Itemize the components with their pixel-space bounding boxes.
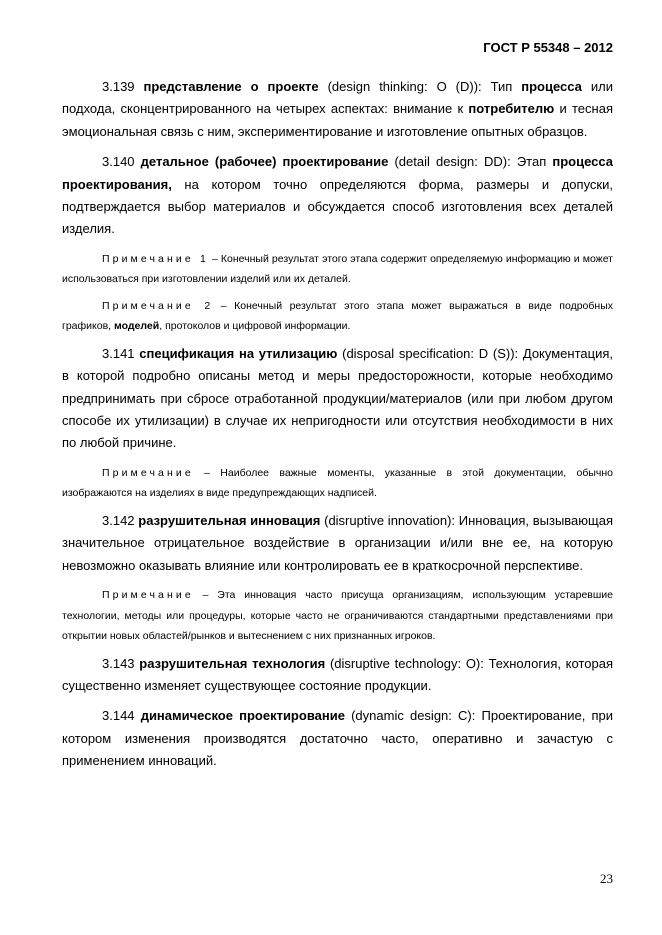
note-text: – Эта инновация часто присуща организациям, использующим устаревшие технологии, методы или процедуры, которые часто не ограничиваются стандартными представлениями при открытии новых областей/рынков и вытеснением с них признанных игроков.: [62, 589, 613, 643]
term-bold-text: процесса: [521, 79, 582, 94]
note: [62, 585, 613, 647]
note-label: Примечание: [102, 466, 194, 479]
term-text: (detail design: DD): Этап: [388, 154, 553, 170]
term-text: 3.144: [102, 708, 141, 724]
term-text: 3.142: [102, 512, 139, 528]
page-number: 23: [600, 871, 613, 886]
note-label: Примечание 1: [102, 252, 209, 265]
term-text: 3.143: [102, 655, 140, 671]
note-bold-text: моделей: [113, 320, 160, 333]
term-bold-text: потребителю: [468, 101, 555, 117]
note-label: Примечание 2: [102, 299, 214, 312]
term-bold-text: разрушительная инновация: [138, 512, 321, 528]
term-text: 3.141: [102, 345, 140, 361]
term-entry-3-143: [62, 653, 613, 698]
document-header: ГОСТ Р 55348 – 2012: [483, 40, 613, 55]
term-text: на котором точно определяются форма, размеры и допуски, подтверждается выбор материалов и обсуждается способ изготовления всех деталей изделия.: [62, 176, 613, 237]
note-text: – Наиболее важные моменты, указанные в этой документации, обычно изображаются на изделиях в виде предупреждающих надписей.: [62, 466, 613, 500]
term-bold-text: детальное (рабочее) проектирование: [140, 154, 389, 170]
term-bold-text: представление о проекте: [143, 79, 319, 94]
term-entry-3-144: [62, 705, 613, 772]
note-text: – Конечный результат этого этапа может выражаться в виде подробных графиков,: [62, 299, 613, 333]
term-entry-3-140: [62, 151, 613, 241]
note-text: – Конечный результат этого этапа содержит определяемую информацию и может использоваться при изготовлении изделий или их деталей.: [62, 252, 613, 286]
term-text: 3.140: [102, 154, 141, 170]
note: [62, 296, 613, 337]
note: [62, 249, 613, 290]
term-entry-3-142: [62, 510, 613, 577]
term-text: (disruptive technology: O): Технология, которая существенно изменяет существующее состояние продукции.: [62, 655, 613, 693]
document-body: [62, 76, 613, 781]
term-bold-text: процесса проектирования,: [62, 154, 613, 192]
term-bold-text: спецификация на утилизацию: [139, 345, 338, 361]
term-text: (disruptive innovation): Инновация, вызывающая значительное отрицательное воздействие в организации и/или вне ее, на которую невозможно оказывать влияние или контролировать ее в краткосрочной перспективе.: [62, 512, 614, 573]
term-text: (design thinking: O (D)): Тип: [318, 79, 522, 94]
note: [62, 463, 613, 504]
term-text: или подхода, сконцентрированного на четырех аспектах: внимание к: [62, 79, 613, 117]
term-bold-text: динамическое проектирование: [140, 708, 345, 724]
term-text: (dynamic design: C): Проектирование, при котором изменения производятся достаточно часто, оперативно и зачастую с применением инноваций.: [62, 708, 613, 769]
note-text: , протоколов и цифровой информации.: [159, 320, 351, 333]
term-entry-3-141: [62, 343, 613, 455]
term-bold-text: разрушительная технология: [139, 655, 326, 671]
term-text: и тесная эмоциональная связь с ним, экспериментирование и изготовление опытных образцов.: [62, 101, 613, 139]
term-text: (disposal specification: D (S)): Документация, в которой подробно описаны метод и меры предосторожности, которые необходимо предпринимать при сбросе отработанной продукции/материалов (или при любом другом способе их утилизации) в случае их непригодности или отсутствия необходимости в них по любой причине.: [62, 345, 613, 451]
term-entry-3-139: [62, 76, 613, 143]
term-text: 3.139: [102, 79, 144, 94]
note-label: Примечание: [102, 589, 194, 602]
